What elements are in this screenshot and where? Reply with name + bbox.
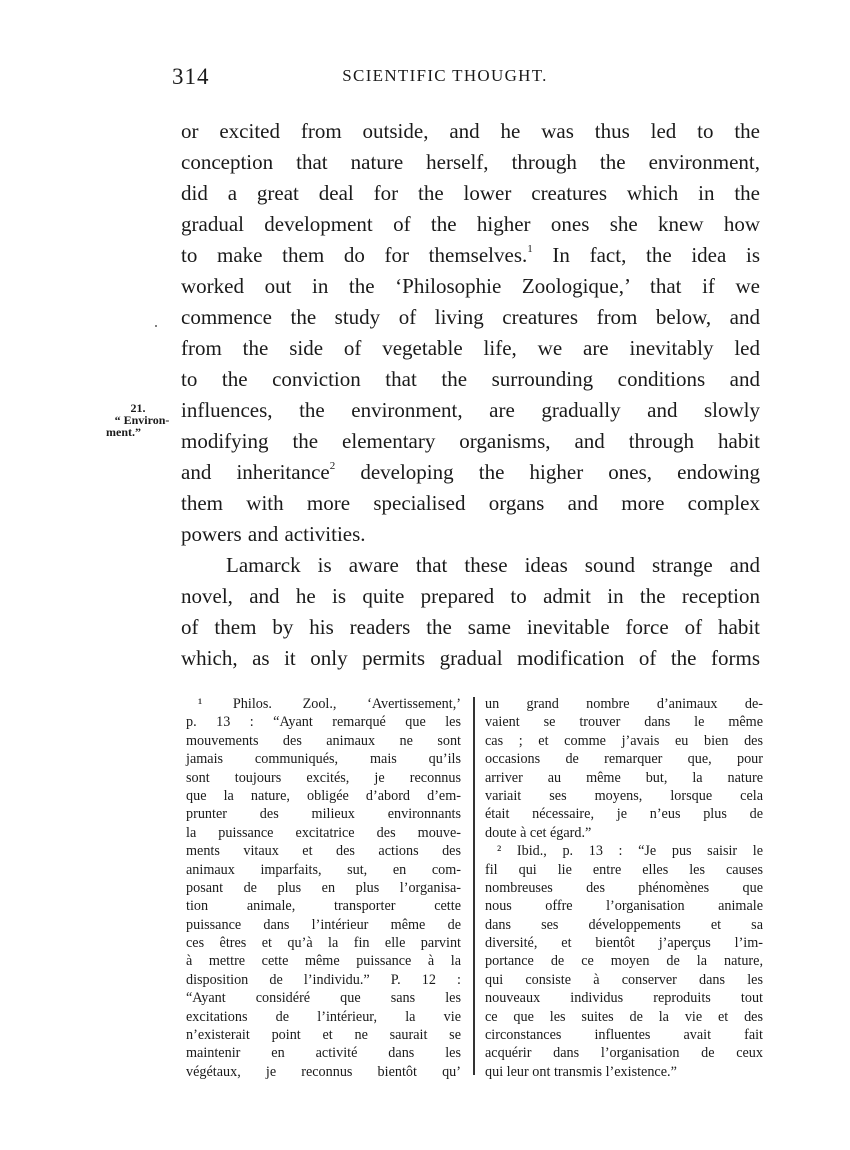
body-line: which, as it only permits gradual modification of the forms — [181, 646, 760, 670]
footnote-line: nombreuses des phénomènes que — [485, 879, 763, 896]
footnote-line: ments vitaux et des actions des — [186, 843, 461, 860]
footnote-line: occasions de remarquer que, pour — [485, 751, 763, 768]
footnote-line: vaient se trouver dans le même — [485, 714, 763, 731]
body-line: or excited from outside, and he was thus led to the — [181, 119, 760, 143]
footnote-line: tion animale, transporter cette — [186, 898, 461, 915]
footnotes — [186, 695, 762, 1085]
body-line: to make them do for themselves.$^1$ In fact, the idea is — [181, 243, 760, 267]
footnote-line: à mettre cette même puissance à la — [186, 953, 461, 970]
body-line: them with more specialised organs and more complex — [181, 491, 760, 515]
running-title: SCIENTIFIC THOUGHT. — [342, 66, 548, 85]
footnote-line: n’existerait point et ne saurait se — [186, 1027, 461, 1044]
footnote-line: était nécessaire, je n’eus plus de — [485, 806, 763, 823]
footnote-line: nouveaux individus reproduits tout — [485, 990, 763, 1007]
footnote-line: p. 13 : “Ayant remarqué que les — [186, 714, 461, 731]
margin-note — [98, 402, 178, 438]
body-line: worked out in the ‘Philosophie Zoologique,’ that if we — [181, 274, 760, 298]
footnote-line: végétaux, je reconnus bientôt qu’ — [186, 1063, 461, 1080]
footnote-line: la puissance excitatrice des mouve- — [186, 824, 461, 841]
footnote-line: “Ayant considéré que sans les — [186, 990, 461, 1007]
footnote-line: cas ; et comme j’avais eu bien des — [485, 732, 763, 749]
body-line: from the side of vegetable life, we are inevitably led — [181, 336, 760, 360]
footnote-line: qui leur ont transmis l’existence.” — [485, 1063, 677, 1080]
footnote-line: nous offre l’organisation animale — [485, 898, 763, 915]
footnote-line: animaux imparfaits, sut, en com- — [186, 861, 461, 878]
footnote-line: disposition de l’individu.” P. 12 : — [186, 971, 461, 988]
margin-note-line: “ Environ- — [114, 413, 170, 427]
footnote-line: ² Ibid., p. 13 : “Je pus saisir le — [497, 843, 763, 860]
body-line: powers and activities. — [181, 522, 366, 546]
footnote-line: variait ses moyens, lorsque cela — [485, 787, 763, 804]
footnote-line: doute à cet égard.” — [485, 824, 592, 841]
footnote-column-left — [186, 695, 461, 1081]
footnote-line: un grand nombre d’animaux de- — [485, 696, 763, 712]
column-divider — [473, 697, 475, 1075]
footnote-line: portance de ce moyen de la nature, — [485, 953, 763, 970]
body-line: of them by his readers the same inevitable force of habit — [181, 615, 760, 639]
page-number: 314 — [172, 64, 210, 89]
body-line: novel, and he is quite prepared to admit in the reception — [181, 584, 760, 608]
body-line: conception that nature herself, through the environment, — [181, 150, 760, 174]
footnote-line: puissance dans l’intérieur même de — [186, 916, 461, 933]
body-line: commence the study of living creatures from below, and — [181, 305, 760, 329]
footnote-line: maintenir en activité dans les — [186, 1045, 461, 1062]
footnote-line: mouvements des animaux ne sont — [186, 732, 461, 749]
footnote-line: prunter des milieux environnants — [186, 806, 461, 823]
margin-note-number: 21. — [130, 401, 146, 415]
footnote-line: posant de plus en plus l’organisa- — [186, 879, 461, 896]
footnote-line: diversité, et bientôt j’aperçus l’im- — [485, 935, 763, 952]
body-line: modifying the elementary organisms, and through habit — [181, 429, 760, 453]
footnote-line: acquérir dans l’organisation de ceux — [485, 1045, 763, 1062]
body-line: did a great deal for the lower creatures which in the — [181, 181, 760, 205]
footnote-line: sont toujours excités, je reconnus — [186, 769, 461, 786]
body-text — [181, 116, 760, 674]
footnote-line: ¹ Philos. Zool., ‘Avertissement,’ — [198, 696, 461, 712]
footnote-line: qui consiste à conserver dans les — [485, 971, 763, 988]
margin-note-line: ment.” — [106, 425, 141, 439]
footnote-line: excitations de l’intérieur, la vie — [186, 1008, 461, 1025]
body-line: influences, the environment, are gradually and slowly — [181, 398, 760, 422]
body-line: gradual development of the higher ones she knew how — [181, 212, 760, 236]
footnote-line: ces êtres et qu’à la fin elle parvint — [186, 935, 461, 952]
footnote-column-right — [485, 695, 763, 1081]
body-line: to the conviction that the surrounding conditions and — [181, 367, 760, 391]
footnote-line: circonstances influentes avait fait — [485, 1027, 763, 1044]
footnote-line: ce que les suites de la vie et des — [485, 1008, 763, 1025]
footnote-line: fil qui lie entre elles les causes — [485, 861, 763, 878]
footnote-ref: 1 — [527, 243, 533, 255]
body-line: and inheritance$^2$ developing the higher ones, endowing — [181, 460, 760, 484]
body-line: Lamarck is aware that these ideas sound strange and — [226, 553, 760, 577]
footnote-line: jamais communiqués, mais qu’ils — [186, 751, 461, 768]
print-speck — [155, 325, 157, 327]
footnote-line: arriver au même but, la nature — [485, 769, 763, 786]
footnote-line: que la nature, obligée d’abord d’em- — [186, 787, 461, 804]
footnote-ref: 2 — [329, 460, 336, 472]
footnote-line: dans ses développements et sa — [485, 916, 763, 933]
